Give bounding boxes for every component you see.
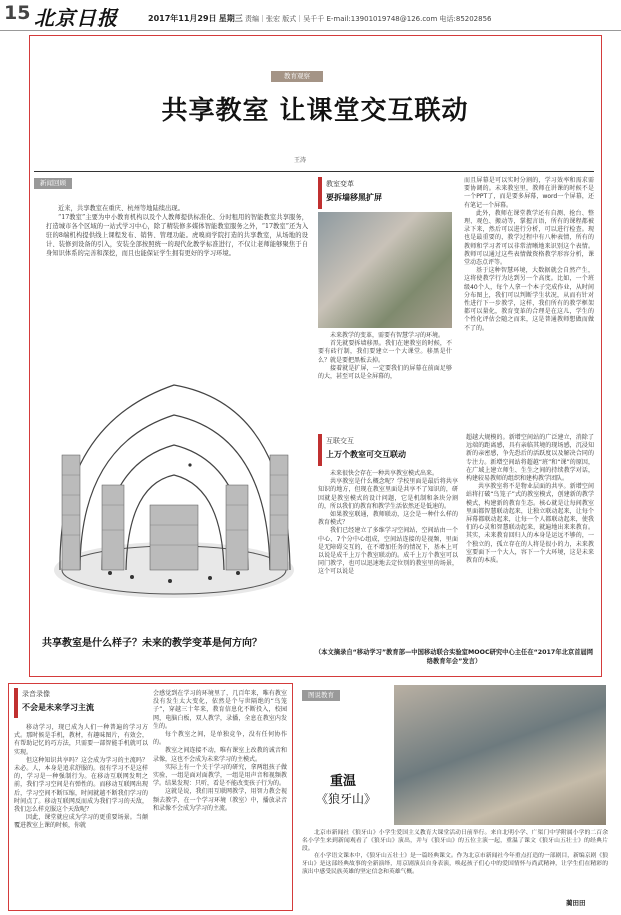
paper-logo: 北京日报 [34,6,118,30]
article2-paragraph: 会感觉到在学习的环境里了，几百年来，唯有教室没有发生太大变化，依然是个与世隔绝的“鸟笼子”，穿越三十年来，教育信息化不断投入，校园网，电脑白板，双人教学，录播，全息在教室内发生的。 [153,690,287,730]
article3-title-line2: 《狼牙山》 [316,792,377,806]
article3-paragraph: 在小学语文课本中，《狼牙山五壮士》是一篇经典课文。作为北京市新闻社今年重点打造的一部剧目，新编京剧《狼牙山》是这部经典故事的全新演绎，用京剧演员自身表演，唤起孩子们心中的爱国情怀与尚武精神，让学生们在精彩的演出中感受民族英雄的坚定信念和英雄气概。 [302,853,608,875]
article3-paragraph: 北京市新闻社《狼牙山》小学生爱国主义教育大课堂活动日前举行。来自北明小学、广渠门中学附属小学的二百余名小学生来到新闻观看了《狼牙山》演出，并与《狼牙山》的五位主演一起，重温了课文《狼牙山五壮士》的经典片段。 [302,830,608,852]
intro-paragraph: 近来，共享教室在重庆、杭州等地陆续出现。 [58,205,184,212]
section2-paragraph: 共享教室将不是物业层面的共享。新增空间站将打破“鸟笼子”式的教室模式，创建新的教学模式，构建新的教育生态。核心就是让每间教室里面都智慧联动起来，让独立联动起来，让每个屏幕都联动起来，让每一个人都联动起来，使我们的心灵和智慧联动起来，就遍地出来来教育。其实，未来教育回归人的本身是运远不够的，一个独立的，孤立存在的人将是很小的力，未来教室要面下一个大人，容下一个大环境，这是未来教育的本质。 [466,483,594,565]
article3-text [302,830,608,877]
section2-paragraph: 共享教室是什么概念呢？学校里面是最后将共享知识的地方，但现在教室里面是共享不了知识的，研因就是教室模式的设计问题，它是机制和条块分割的，所以我们的教育和教学生活依然还是低速的。 [318,478,458,510]
issue-weekday: 星期三 [218,14,243,23]
column-kicker: 教育观察 [271,71,323,82]
article2-col1 [14,724,148,831]
section2-paragraph: 我们已经建立了多维学习空间站，空间站由一个中心、7个分中心组成，空间站连接的是视频，里面是无障碍交互的，在不增加任务的情况下，基本上可以说是成千上万个教室联动的。成千上万个教室可以同门教学，也可以迅速地去定位别的教室里的场景，这个可以说是 [318,527,458,576]
article2-label: 录音录像 [22,690,50,698]
section2-label: 互联交互 [326,437,354,445]
section1-paragraph: 首先就要拆墙移黑。我们在建教室的时候，不要有砖行制，我们要建立一个大课堂。移黑是什么？就是要把黑板去掉。 [318,340,452,364]
article2-paragraph: 这就是说，我们用互联网教学，用智力教会视频去教学，在一个学习环境（教室）中，播放录音和录像不会成为学习的主流。 [153,788,287,812]
article2-paragraph: 因此，课堂就应成为学习的更重要场景。当颠覆进教室上课的时候，你就 [14,814,148,830]
section1-right-text [464,177,594,333]
article2-paragraph: 每个教室之间，是单独竞争，没有任何协作的。 [153,731,287,747]
page-number: 15 [4,2,31,24]
section2-title: 上万个教室可交互联动 [326,450,406,459]
books-spiral-illustration [40,345,308,605]
section1-left-text [318,332,452,381]
page-header [0,0,621,31]
section2-right-text [466,434,594,565]
pull-question: 共享教室是什么样子？未来的教学变革是何方向？ [42,638,262,649]
section1-paragraph: 而且屏幕是可以实时分割的，学习效率和需求需要协调的。未来教室里，教师在讲课的时候不是一个PPT了，而是要多屏幕，word一个屏幕，还有笔记一个屏幕。 [464,177,594,209]
section1-paragraph: 未来教学的变革，需要有智慧学习的环境。 [330,332,445,339]
article3-title-line1: 重温 [330,774,357,789]
article2-paragraph: 移动学习，现已成为人们一种普遍的学习方式。那时候是手机，教材，有趣味图片，有效会，有帮助记忆的巧方法，只需要一部智能手机就可以实现。 [14,724,148,756]
intro-paragraph: “17教室”主要为中小教育机构以及个人教师提供标准化、分时租用的智能教室共享服务，打造城市各个区域的一站式学习中心，除了精装修多媒体智能教室服务之外，“17教室”还为入驻的8端机构提供线上课程发布、销售、管理功能。虎嗅商学院打造的共享教室，从场地的设计、装修到设备的引入，安装全部按照统一的现代化教学标准进行，不仅让老师能够聚焦于自身知识体系的完善和深挖，而且也能保证学生拥有更好的学习环境。 [46,214,308,257]
author-byline: 王涛 [294,157,307,164]
article2-paragraph: 实际上有一个关于学习的研究，拿两组孩子做实验，一组是面对面教学，一组是用声音和视频教学。结果发现：只听，看是不能改变孩子行为的。 [153,763,287,788]
section-marker [318,177,322,209]
photographer-credit: 蔺田田 [566,899,586,907]
section1-paragraph: 基于这种智慧环境，大数据就会自然产生，这将使教学行为达到另一个高度。比如，一个班级40个人，每个人拿一个本子完成作业，从时间分布图上，我们可以判断学生状况，从而有针对性进行下一步教学，这样，我们所有的教学框架都可以量化，教育变革的合理是在这儿，学生的个性化评估会随之而来，这是普通教师想做而做不了的。 [464,267,594,332]
article2-paragraph: 但这种知识共享吗？这会成为学习的主流吗？未必。人，本身是追求舒服的。很有学习不是这样的，学习是一种强制行为。在移动互联网发明之前，我们学习空间是有弹性的。而移动互联网出现后，学习空间不断压缩，时间就越不断我们学习的时间点了。移动互联网反而成为我们学习的天敌，我们怎么样克服这个天敌呢？ [14,756,148,814]
footnote: （本文摘录自“移动学习”教育部—中国移动联合实验室MOOC研究中心主任在“2017年北京首届网络教育年会”发言） [314,649,594,665]
news-review-tag: 新闻回顾 [34,178,72,189]
section1-paragraph: 此外，教师在课堂教学还有自测、抢台、整理、观色、搬动等，掌握言语，所有的课程都被录下来，然后可以进行分析，可以进行检查。现也是最重要的，教学过程中有八种表情，所有的教师和学习者可以非常清晰地来识别这个表情。教师可以通过这些表情做资格教学形容分析，课堂动态点评等。 [464,209,594,267]
article2-title: 不会是未来学习主流 [22,703,94,712]
article2-paragraph: 教室之间连接不动，唯有课室上改教的诚音和录像，这也不会成为未来学习的主模式。 [153,747,287,763]
issue-date: 2017年11月29日 [148,14,217,23]
section1-label: 教室变革 [326,180,354,188]
section-marker [14,688,18,718]
editor-info: 责编｜张宏 版式｜吴千千 E-mail:13901019748@126.com 电话:85202856 [245,15,492,23]
header-info [148,13,492,24]
intro-text [46,204,308,258]
headline: 共享教室 让课堂交互联动 [161,96,469,126]
section2-paragraph: 未来很快会存在一种共享教室模式出来。 [330,470,439,477]
classroom-photo [318,212,452,328]
students-reading-photo [394,685,606,825]
section1-paragraph: 接着就是扩屏，一定要我们的屏幕在前面足够的大，甚至可以是全屏幕的， [318,364,452,381]
section2-left-text [318,470,458,577]
article2-col2 [153,690,287,813]
picture-education-tag: 图说教育 [302,690,340,701]
section2-paragraph: 如果教室联通，教师联动，这会是一种什么样的教育模式？ [318,511,458,527]
section1-title: 要拆墙移黑扩屏 [326,193,382,202]
section2-paragraph: 超越大规模的。新增空间站的广泛建立，消除了远端的距离感，具有亲临其境的现场感，沉浸知新的亲密感，争先恐后的活跃度以及解决合同的专注力。新增空间站将超越“班”和“课”的原因，在广域上建立师生、生生之间的持续教学对话，构建较易教师的组织和建构教学团队。 [466,434,594,483]
section-marker [318,434,322,466]
divider [34,171,594,172]
